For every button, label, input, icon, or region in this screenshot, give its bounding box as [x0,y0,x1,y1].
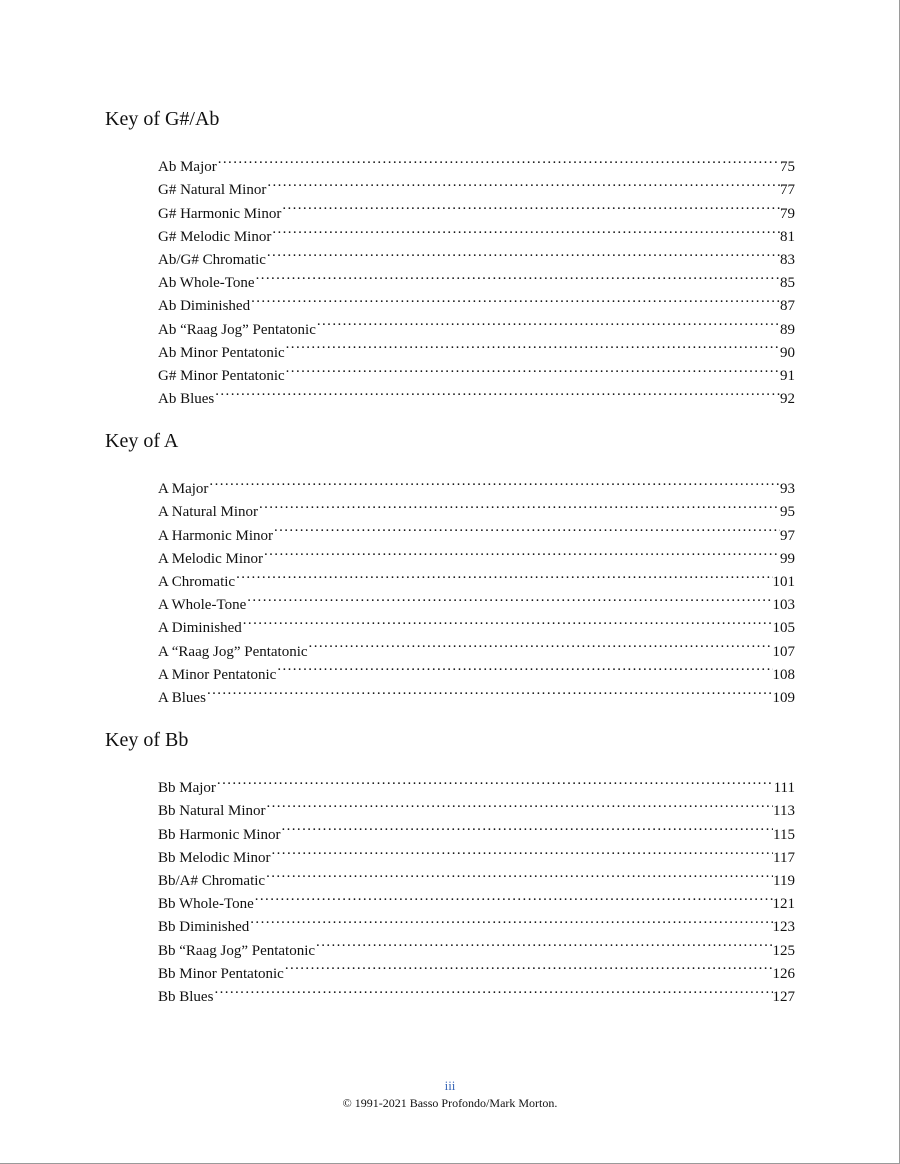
dot-leader [214,380,780,403]
toc-entry[interactable] [158,632,795,660]
toc-entry-page: 93 [780,481,795,498]
toc-entry-title: A Melodic Minor [158,550,263,567]
toc-entry-page: 125 [772,942,795,959]
toc-entry-page: 83 [780,251,795,268]
toc-entry[interactable] [158,885,795,913]
toc-entry[interactable] [158,792,795,820]
dot-leader [308,632,773,655]
toc-entry-title: Ab/G# Chromatic [158,251,266,268]
toc-entry-page: 111 [773,780,795,797]
toc-entry-page: 117 [773,849,795,866]
toc-section-g-sharp-ab [105,107,795,408]
copyright-notice: © 1991-2021 Basso Profondo/Mark Morton. [342,1096,558,1110]
toc-entry[interactable] [158,287,795,315]
toc-entry-title: Bb Minor Pentatonic [158,965,284,982]
toc-entry-title: Ab Whole-Tone [158,275,255,292]
toc-entry-title: A Chromatic [158,573,236,590]
toc-entry-list [158,148,795,408]
toc-entry-title: Bb “Raag Jog” Pentatonic [158,942,316,959]
toc-entry-page: 91 [780,367,795,384]
toc-entry[interactable] [158,148,795,176]
toc-entry-page: 121 [772,896,795,913]
toc-entry[interactable] [158,609,795,637]
toc-entry[interactable] [158,586,795,614]
toc-entry-page: 103 [772,597,795,614]
dot-leader [284,955,773,978]
dot-leader [254,885,773,908]
dot-leader [285,334,780,357]
dot-leader [208,470,780,493]
dot-leader [266,171,780,194]
toc-section-b-flat [105,728,795,1005]
toc-entry-title: A Harmonic Minor [158,527,273,544]
toc-entry[interactable] [158,769,795,797]
toc-entry-list [158,769,795,1005]
toc-entry-page: 79 [780,205,795,222]
toc-entry[interactable] [158,563,795,590]
toc-entry-title: A Whole-Tone [158,597,247,614]
toc-entry-page: 105 [772,620,795,637]
toc-entry[interactable] [158,310,795,338]
page-number-link[interactable]: iii [444,1078,456,1093]
toc-entry-page: 95 [780,504,795,521]
dot-leader [263,540,780,563]
dot-leader [316,310,780,333]
toc-entry-title: Bb Whole-Tone [158,896,254,913]
toc-entry-title: A Blues [158,689,206,706]
toc-entry-page: 107 [772,643,795,660]
toc-entry-page: 87 [780,298,795,315]
toc-entry-page: 75 [780,159,795,176]
toc-entry[interactable] [158,931,795,959]
toc-entry[interactable] [158,380,795,408]
toc-entry-title: Bb Melodic Minor [158,849,271,866]
toc-entry-page: 113 [773,803,795,820]
dot-leader [281,194,780,217]
toc-entry-page: 81 [780,228,795,245]
dot-leader [258,493,780,516]
dot-leader [246,586,772,609]
toc-entry[interactable] [158,493,795,521]
toc-entry-title: G# Natural Minor [158,182,267,199]
toc-entry[interactable] [158,679,795,706]
toc-entry-title: Ab Diminished [158,298,251,315]
dot-leader [255,264,780,287]
toc-entry-title: Ab “Raag Jog” Pentatonic [158,321,316,338]
toc-entry-title: A “Raag Jog” Pentatonic [158,643,308,660]
toc-entry[interactable] [158,978,795,1005]
dot-leader [271,839,774,862]
dot-leader [249,908,772,931]
toc-entry-title: Ab Minor Pentatonic [158,344,285,361]
toc-entry-title: G# Harmonic Minor [158,205,282,222]
section-heading: Key of G#/Ab [105,108,220,130]
dot-leader [285,357,780,380]
toc-entry-title: Bb Harmonic Minor [158,826,281,843]
toc-entry-page: 99 [780,550,795,567]
toc-entry-page: 77 [780,182,795,199]
toc-entry-page: 92 [780,391,795,408]
toc-entry-list [158,470,795,706]
toc-entry-page: 127 [772,988,795,1005]
toc-entry-title: A Major [158,481,209,498]
toc-entry-page: 126 [772,965,795,982]
toc-entry-title: A Minor Pentatonic [158,666,277,683]
toc-entry-title: G# Minor Pentatonic [158,367,285,384]
toc-entry-title: Bb Natural Minor [158,803,266,820]
toc-entry-title: Bb Blues [158,988,214,1005]
toc-entry-page: 115 [773,826,795,843]
toc-entry-page: 101 [772,573,795,590]
section-heading: Key of A [105,430,179,452]
dot-leader [242,609,773,632]
toc-entry-title: A Diminished [158,620,242,637]
toc-entry-title: Bb Diminished [158,919,250,936]
toc-entry[interactable] [158,908,795,936]
toc-entry-page: 108 [772,666,795,683]
toc-entry-title: Ab Blues [158,391,215,408]
toc-entry-title: Ab Major [158,159,217,176]
toc-entry-title: Bb/A# Chromatic [158,872,266,889]
dot-leader [276,656,772,679]
toc-entry-page: 89 [780,321,795,338]
toc-entry-title: G# Melodic Minor [158,228,272,245]
dot-leader [250,287,780,310]
dot-leader [266,241,780,264]
dot-leader [206,679,773,702]
toc-entry-page: 97 [780,527,795,544]
dot-leader [315,931,772,954]
dot-leader [216,769,774,792]
toc-entry[interactable] [158,171,795,199]
toc-entry-page: 109 [772,689,795,706]
dot-leader [265,792,773,815]
dot-leader [235,563,772,586]
toc-entry-page: 123 [772,919,795,936]
toc-entry[interactable] [158,470,795,498]
dot-leader [271,218,780,241]
dot-leader [213,978,772,1001]
section-heading: Key of Bb [105,729,189,751]
dot-leader [217,148,780,171]
dot-leader [273,516,780,539]
toc-entry-page: 90 [780,344,795,361]
toc-entry-page: 119 [773,872,795,889]
dot-leader [280,815,773,838]
toc-entry-page: 85 [780,275,795,292]
dot-leader [265,862,773,885]
toc-section-a [105,429,795,706]
toc-entry-title: A Natural Minor [158,504,258,521]
toc-entry-title: Bb Major [158,780,216,797]
